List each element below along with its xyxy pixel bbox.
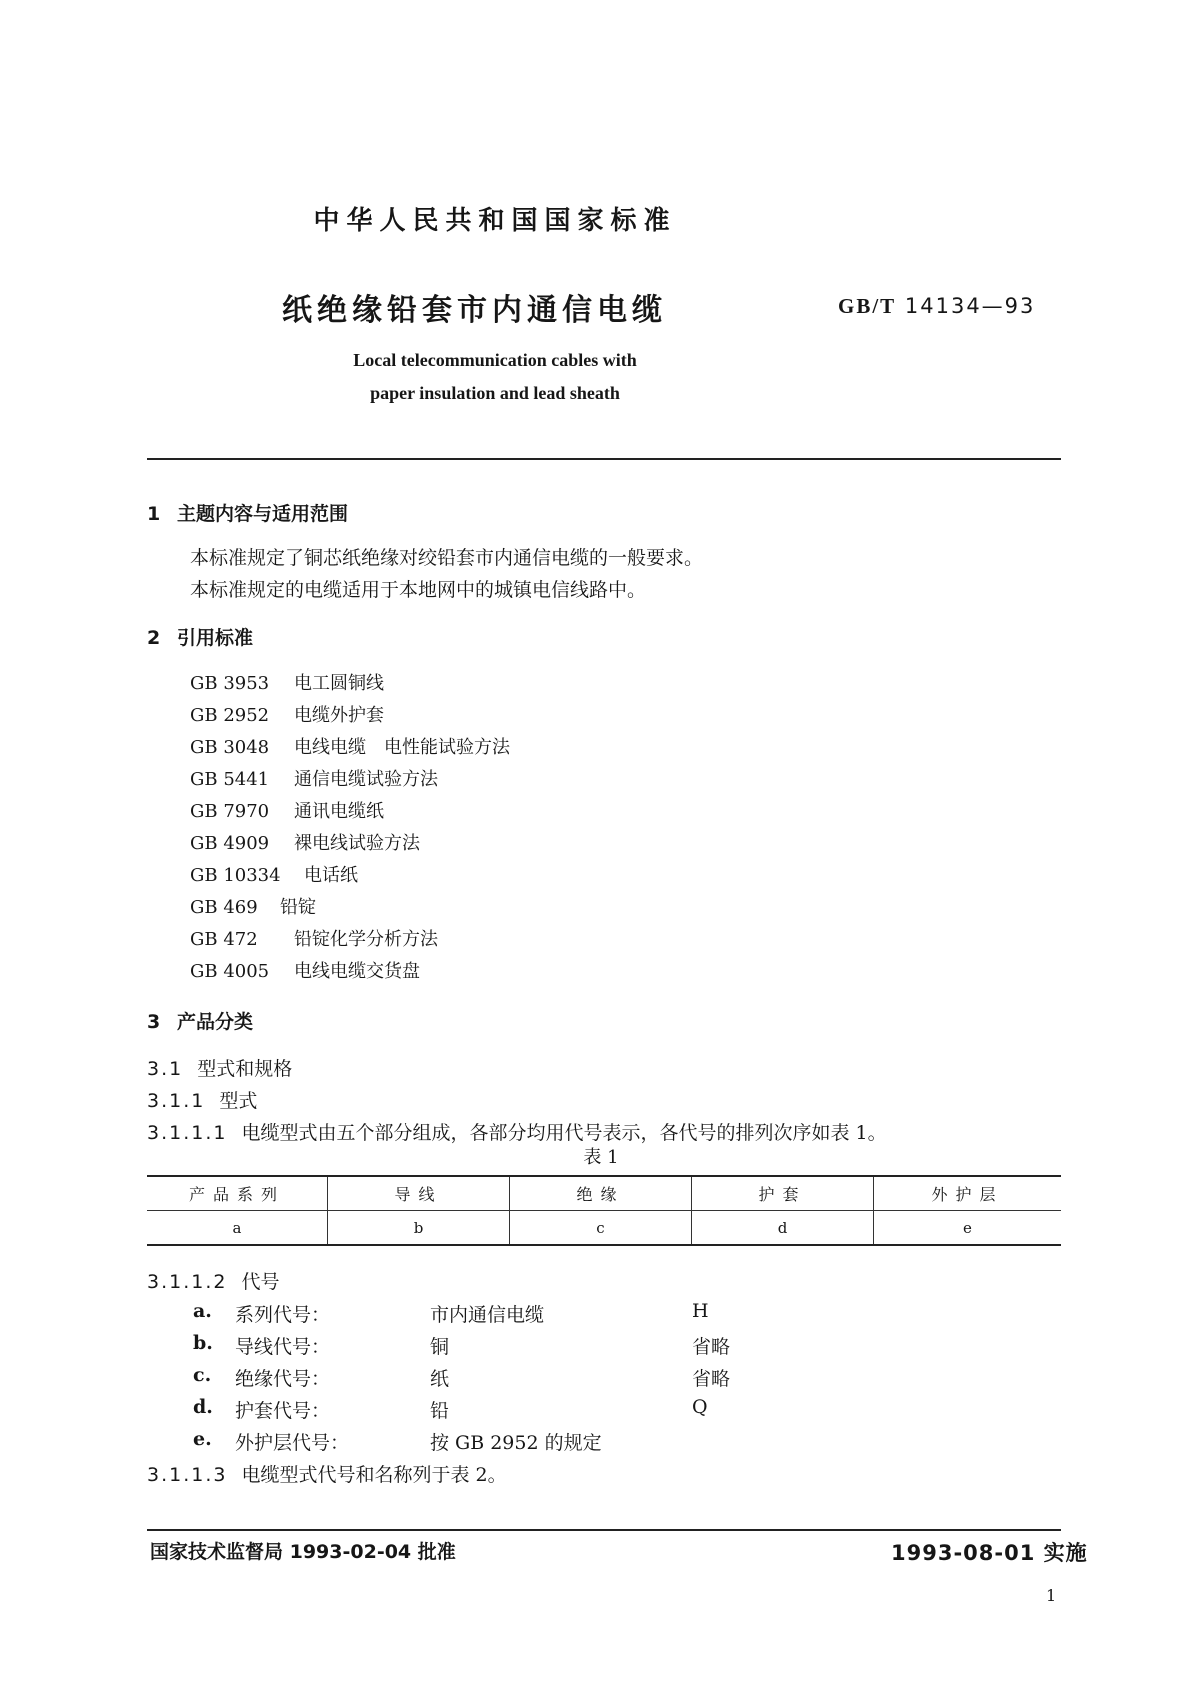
code-list-item: e. 外护层代号： 按 GB 2952 的规定: [193, 1428, 602, 1454]
reference-item: GB 3048 电线电缆 电性能试验方法: [190, 737, 510, 758]
footer-divider: [147, 1529, 1061, 1531]
table-cell: c: [510, 1211, 692, 1246]
table-header-cell: 导线: [328, 1176, 510, 1211]
reference-item: GB 4005 电线电缆交货盘: [190, 961, 420, 982]
code-list-item: a. 系列代号： 市内通信电缆 H: [193, 1300, 709, 1326]
subsection-3-1-1-1: 3.1.1.1 电缆型式由五个部分组成，各部分均用代号表示，各代号的排列次序如表 1。: [147, 1122, 887, 1144]
section-3-heading: 3 产品分类: [147, 1011, 254, 1033]
approval-date: 国家技术监督局 1993-02-04 批准: [150, 1541, 456, 1563]
table-header-cell: 护套: [692, 1176, 874, 1211]
reference-item: GB 3953 电工圆铜线: [190, 673, 384, 694]
page-number: 1: [1046, 1586, 1057, 1605]
effective-date: 1993-08-01 实施: [891, 1541, 1088, 1565]
code-list-item: c. 绝缘代号： 纸 省略: [193, 1364, 731, 1390]
table-header-cell: 产品系列: [147, 1176, 328, 1211]
table-1-caption: 表 1: [583, 1147, 619, 1168]
reference-item: GB 7970 通讯电缆纸: [190, 801, 384, 822]
table-row: [147, 1211, 1061, 1246]
subsection-3-1-1-2: 3.1.1.2 代号: [147, 1271, 280, 1293]
table-cell: d: [692, 1211, 874, 1246]
reference-item: GB 5441 通信电缆试验方法: [190, 769, 438, 790]
table-header-row: [147, 1176, 1061, 1211]
header-divider: [147, 458, 1061, 460]
table-cell: a: [147, 1211, 328, 1246]
reference-item: GB 4909 裸电线试验方法: [190, 833, 420, 854]
subsection-3-1-1: 3.1.1 型式: [147, 1090, 258, 1112]
table-header-cell: 绝缘: [510, 1176, 692, 1211]
standard-org-title: 中华人民共和国国家标准: [313, 206, 677, 236]
document-title: 纸绝缘铅套市内通信电缆: [282, 293, 667, 328]
reference-item: GB 2952 电缆外护套: [190, 705, 384, 726]
reference-item: GB 10334 电话纸: [190, 865, 358, 886]
table-cell: e: [874, 1211, 1062, 1246]
reference-item: GB 472 铅锭化学分析方法: [190, 929, 438, 950]
code-list-item: b. 导线代号： 铜 省略: [193, 1332, 731, 1358]
reference-item: GB 469 铅锭: [190, 897, 316, 918]
section-1-para-2: 本标准规定的电缆适用于本地网中的城镇电信线路中。: [190, 579, 647, 601]
table-1: [147, 1175, 1061, 1246]
standard-code: 14134—93: [904, 294, 1036, 318]
subsection-3-1: 3.1 型式和规格: [147, 1058, 293, 1080]
standard-prefix: GB/T: [838, 294, 897, 318]
section-1-para-1: 本标准规定了铜芯纸绝缘对绞铅套市内通信电缆的一般要求。: [190, 547, 704, 569]
code-list-item: d. 护套代号： 铅 Q: [193, 1396, 708, 1422]
english-title-line2: paper insulation and lead sheath: [370, 383, 620, 403]
subsection-3-1-1-3: 3.1.1.3 电缆型式代号和名称列于表 2。: [147, 1464, 507, 1486]
english-title-line1: Local telecommunication cables with: [353, 350, 637, 370]
standard-number: [838, 294, 1035, 319]
table-header-cell: 外护层: [874, 1176, 1062, 1211]
section-1-heading: 1 主题内容与适用范围: [147, 503, 349, 525]
section-2-heading: 2 引用标准: [147, 627, 254, 649]
table-cell: b: [328, 1211, 510, 1246]
